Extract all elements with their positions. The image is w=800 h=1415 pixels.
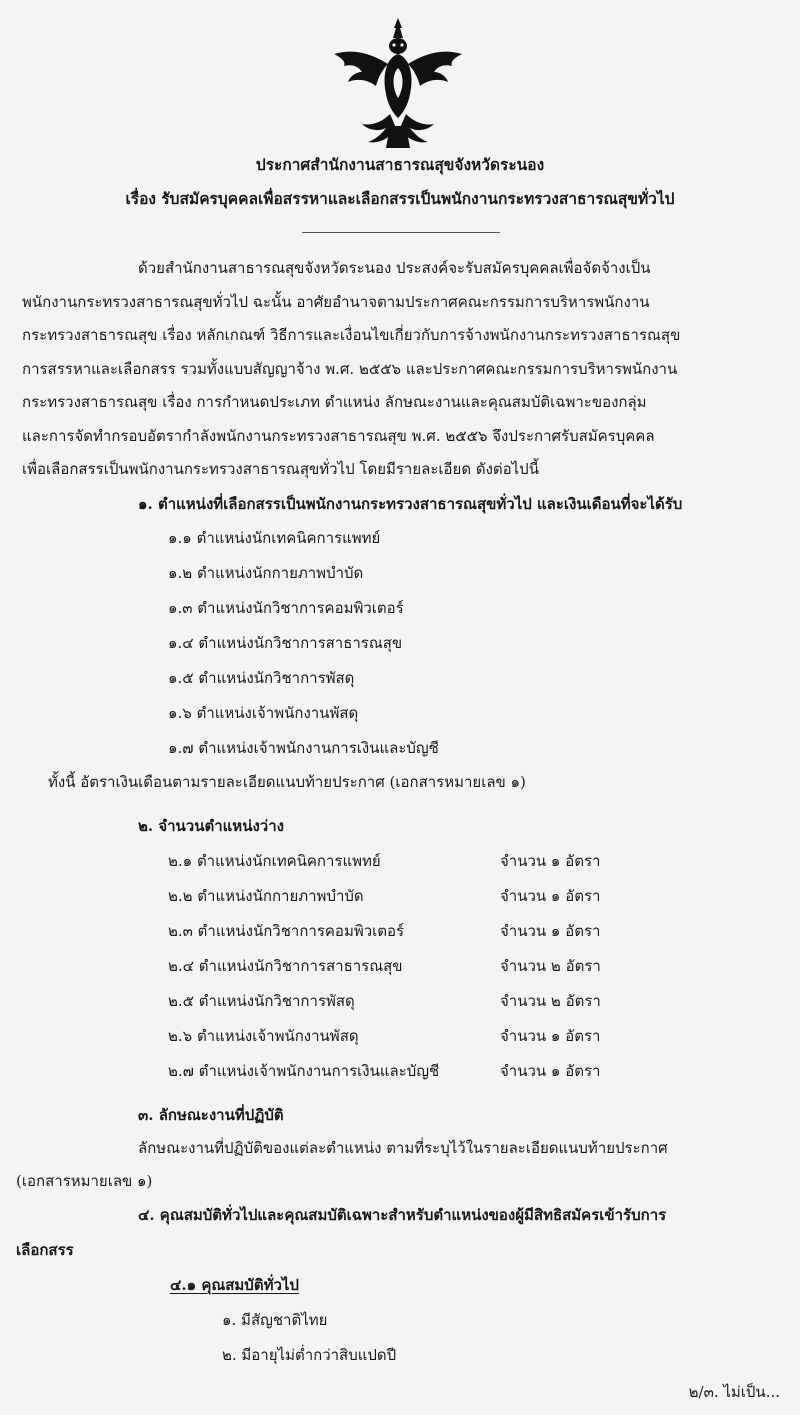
- intro-line-4: การสรรหาและเลือกสรร รวมทั้งแบบสัญญาจ้าง พ.ศ. ๒๕๕๖ และประกาศคณะกรรมการบริหารพนักงาน: [22, 360, 678, 378]
- intro-line-6: และการจัดทำกรอบอัตรากำลังพนักงานกระทรวงสาธารณสุข พ.ศ. ๒๕๕๖ จึงประกาศรับสมัครบุคคล: [22, 427, 655, 445]
- page-continuation: ๒/๓. ไม่เป็น...: [688, 1383, 780, 1401]
- vacancy-count: จำนวน ๒ อัตรา: [500, 957, 601, 975]
- vacancy-label: ๒.๔ ตำแหน่งนักวิชาการสาธารณสุข: [168, 957, 403, 975]
- section-1-item: ๑.๗ ตำแหน่งเจ้าพนักงานการเงินและบัญชี: [168, 739, 439, 757]
- section-1-item: ๑.๔ ตำแหน่งนักวิชาการสาธารณสุข: [168, 634, 403, 652]
- section-4-heading: ๔. คุณสมบัติทั่วไปและคุณสมบัติเฉพาะสำหรับตำแหน่งของผู้มีสิทธิสมัครเข้ารับการ: [138, 1206, 667, 1224]
- intro-line-2: พนักงานกระทรวงสาธารณสุขทั่วไป ฉะนั้น อาศัยอำนาจตามประกาศคณะกรรมการบริหารพนักงาน: [22, 293, 650, 311]
- salary-note: ทั้งนี้ อัตราเงินเดือนตามรายละเอียดแนบท้ายประกาศ (เอกสารหมายเลข ๑): [48, 773, 526, 791]
- section-1-item: ๑.๖ ตำแหน่งเจ้าพนักงานพัสดุ: [168, 704, 359, 722]
- vacancy-count: จำนวน ๑ อัตรา: [500, 1062, 601, 1080]
- vacancy-count: จำนวน ๑ อัตรา: [500, 922, 601, 940]
- section-1-item: ๑.๕ ตำแหน่งนักวิชาการพัสดุ: [168, 669, 355, 687]
- vacancy-label: ๒.๕ ตำแหน่งนักวิชาการพัสดุ: [168, 992, 355, 1010]
- qualification-item: ๒. มีอายุไม่ต่ำกว่าสิบแปดปี: [222, 1346, 397, 1364]
- announcement-title: ประกาศสำนักงานสาธารณสุขจังหวัดระนอง: [255, 155, 545, 174]
- qualification-item: ๑. มีสัญชาติไทย: [222, 1311, 328, 1329]
- announcement-subject: เรื่อง รับสมัครบุคคลเพื่อสรรหาและเลือกสรรเป็นพนักงานกระทรวงสาธารณสุขทั่วไป: [125, 189, 675, 208]
- vacancy-count: จำนวน ๑ อัตรา: [500, 887, 601, 905]
- section-1-item: ๑.๑ ตำแหน่งนักเทคนิคการแพทย์: [168, 529, 381, 547]
- section-1-heading: ๑. ตำแหน่งที่เลือกสรรเป็นพนักงานกระทรวงสาธารณสุขทั่วไป และเงินเดือนที่จะได้รับ: [138, 495, 683, 513]
- section-1-item: ๑.๓ ตำแหน่งนักวิชาการคอมพิวเตอร์: [168, 599, 404, 617]
- section-3-heading: ๓. ลักษณะงานที่ปฏิบัติ: [138, 1106, 284, 1124]
- header-divider: [302, 232, 500, 233]
- vacancy-label: ๒.๓ ตำแหน่งนักวิชาการคอมพิวเตอร์: [168, 922, 405, 940]
- intro-line-3: กระทรวงสาธารณสุข เรื่อง หลักเกณฑ์ วิธีการและเงื่อนไขเกี่ยวกับการจ้างพนักงานกระทรวงสาธารณสุข: [22, 326, 681, 344]
- section-1-item: ๑.๒ ตำแหน่งนักกายภาพบำบัด: [168, 564, 364, 582]
- section-2-heading: ๒. จำนวนตำแหน่งว่าง: [138, 817, 284, 835]
- vacancy-label: ๒.๖ ตำแหน่งเจ้าพนักงานพัสดุ: [168, 1027, 359, 1045]
- vacancy-count: จำนวน ๒ อัตรา: [500, 992, 601, 1010]
- intro-line-7: เพื่อเลือกสรรเป็นพนักงานกระทรวงสาธารณสุขทั่วไป โดยมีรายละเอียด ดังต่อไปนี้: [22, 460, 539, 478]
- section-4-1-heading: ๔.๑ คุณสมบัติทั่วไป: [170, 1276, 299, 1294]
- section-3-body: ลักษณะงานที่ปฏิบัติของแต่ละตำแหน่ง ตามที่ระบุไว้ในรายละเอียดแนบท้ายประกาศ: [138, 1139, 668, 1157]
- vacancy-label: ๒.๗ ตำแหน่งเจ้าพนักงานการเงินและบัญชี: [168, 1062, 440, 1080]
- vacancy-label: ๒.๒ ตำแหน่งนักกายภาพบำบัด: [168, 887, 364, 905]
- vacancy-count: จำนวน ๑ อัตรา: [500, 852, 601, 870]
- intro-line-1: ด้วยสำนักงานสาธารณสุขจังหวัดระนอง ประสงค์จะรับสมัครบุคคลเพื่อจัดจ้างเป็น: [138, 259, 651, 277]
- section-4-heading-cont: เลือกสรร: [16, 1241, 74, 1259]
- vacancy-count: จำนวน ๑ อัตรา: [500, 1027, 601, 1045]
- intro-line-5: กระทรวงสาธารณสุข เรื่อง การกำหนดประเภท ตำแหน่ง ลักษณะงานและคุณสมบัติเฉพาะของกลุ่ม: [22, 393, 647, 411]
- garuda-emblem-icon: [328, 14, 468, 154]
- section-3-body-ref: (เอกสารหมายเลข ๑): [16, 1172, 153, 1190]
- vacancy-label: ๒.๑ ตำแหน่งนักเทคนิคการแพทย์: [168, 852, 381, 870]
